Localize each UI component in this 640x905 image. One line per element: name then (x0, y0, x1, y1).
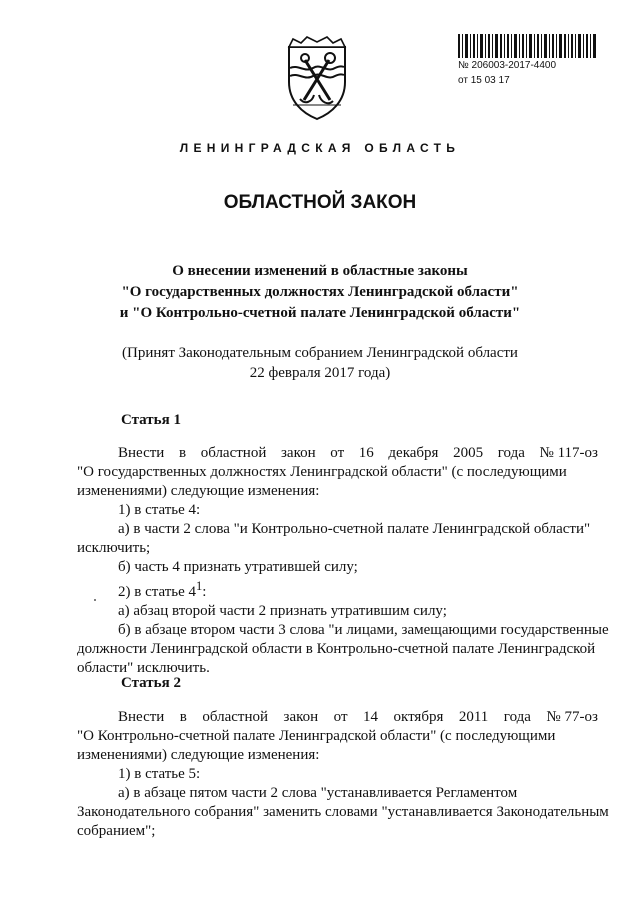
word: от (333, 709, 348, 725)
word: областной (202, 709, 269, 725)
word: в (178, 445, 187, 461)
leningrad-oblast-coat-of-arms (283, 35, 351, 123)
justified-line (77, 708, 598, 727)
text-line: Законодательного собрания" заменить словами "устанавливается Законодательным (77, 804, 609, 820)
word: 2005 (453, 445, 484, 461)
word: декабря (388, 445, 439, 461)
law-title (50, 261, 590, 324)
text-line: а) в части 2 слова "и Контрольно-счетной палате Ленинградской области" (118, 521, 591, 537)
text-line (77, 577, 598, 602)
word: 2011 (458, 709, 489, 725)
text-line: изменениями) следующие изменения: (77, 747, 320, 763)
page-dot (94, 599, 96, 601)
region-name: ЛЕНИНГРАДСКАЯ ОБЛАСТЬ (179, 141, 461, 155)
word: октября (393, 709, 444, 725)
word: Внести (118, 445, 165, 461)
document-type: ОБЛАСТНОЙ ЗАКОН (223, 192, 417, 213)
text-line: а) абзац второй части 2 признать утратившим силу; (118, 603, 447, 619)
text-line: изменениями) следующие изменения: (77, 483, 320, 499)
word: Внести (118, 709, 165, 725)
adoption-line: (Принят Законодательным собранием Ленинградской области (122, 345, 518, 361)
word: 14 (363, 709, 378, 725)
law-title-line: и "О Контрольно-счетной палате Ленинградской области" (119, 305, 521, 321)
text-line: 1) в статье 5: (118, 766, 201, 782)
article-1-title: Статья 1 (121, 412, 181, 428)
superscript: 1 (196, 579, 203, 593)
text-line: исключить; (77, 540, 151, 556)
word: года (497, 445, 525, 461)
word: закон (281, 445, 316, 461)
text-line: "О государственных должностях Ленинградской области" (с последующими (77, 464, 567, 480)
law-title-line: "О государственных должностях Ленинградской области" (121, 284, 519, 300)
adoption-note (50, 343, 590, 383)
text-line: б) в абзаце втором части 3 слова "и лицами, замещающими государственные (118, 622, 609, 638)
text-line: б) часть 4 признать утратившей силу; (118, 559, 358, 575)
registration-block (458, 34, 598, 88)
registration-number: № 206003-2017-4400 (458, 60, 557, 71)
word: № 117-оз (539, 445, 598, 461)
text-line: должности Ленинградской области в Контрольно-счетной палате Ленинградской (77, 641, 596, 657)
article-2-text (77, 708, 609, 841)
article-1-text (77, 444, 609, 678)
text-line: области" исключить. (77, 660, 210, 676)
colon: : (202, 584, 207, 600)
text-line: "О Контрольно-счетной палате Ленинградской области" (с последующими (77, 728, 556, 744)
word: областной (200, 445, 267, 461)
word: № 77-оз (546, 709, 598, 725)
text-line: собранием"; (77, 823, 156, 839)
justified-line (77, 444, 598, 463)
registration-date: от 15 03 17 (458, 75, 510, 86)
word: года (503, 709, 531, 725)
law-title-line: О внесении изменений в областные законы (172, 263, 468, 279)
word: от (330, 445, 345, 461)
text-line: 1) в статье 4: (118, 502, 201, 518)
word: закон (283, 709, 319, 725)
article-reference: 2) в статье 4 (118, 584, 197, 600)
barcode-icon (458, 34, 598, 58)
word: 16 (358, 445, 374, 461)
adoption-line: 22 февраля 2017 года) (249, 365, 391, 381)
word: в (179, 709, 187, 725)
text-line: а) в абзаце пятом части 2 слова "устанавливается Регламентом (118, 785, 518, 801)
article-2-title: Статья 2 (121, 675, 181, 691)
